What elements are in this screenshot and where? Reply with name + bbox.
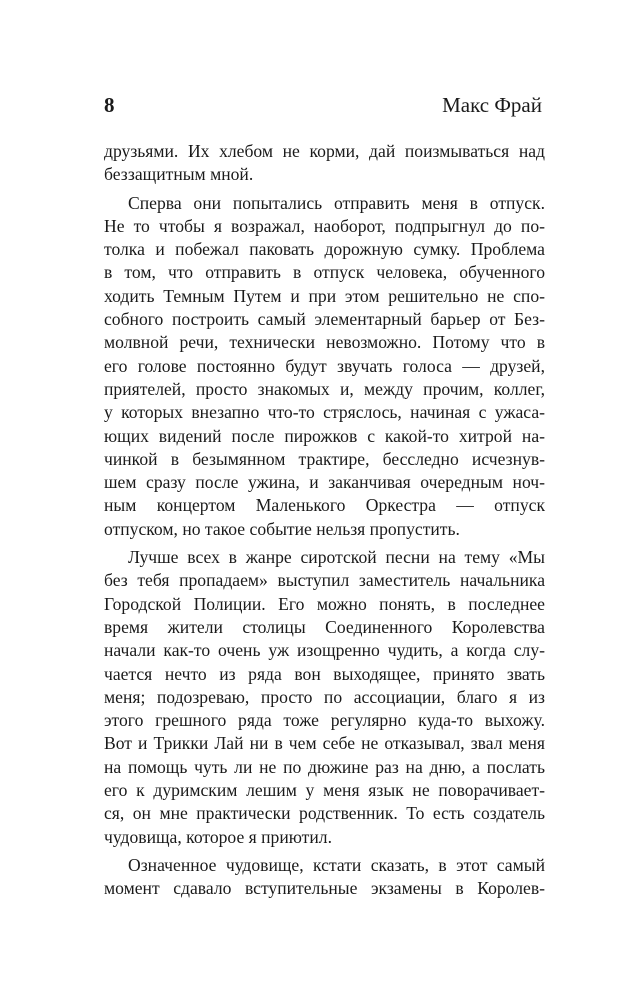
body-text <box>104 140 545 901</box>
text-line: на помощь чуть ли не по дюжине раз на дню, а послать <box>104 756 545 777</box>
text-line: Сперва они попытались отправить меня в отпуск. <box>128 192 545 213</box>
text-line: без тебя пропадаем» выступил заместитель начальника <box>104 570 545 591</box>
paragraph-2 <box>104 192 545 541</box>
text-line: шем сразу после ужина, и заканчивая очередным ноч- <box>104 472 545 493</box>
text-line: друзьями. Их хлебом не корми, дай поизмываться над <box>104 141 545 161</box>
text-line: ным концертом Маленького Оркестра — отпуск <box>104 495 545 516</box>
text-line: у которых внезапно что-то стряслось, начиная с ужаса- <box>104 402 545 423</box>
text-line: чудовища, которое я приютил. <box>104 826 332 847</box>
text-line: приятелей, просто знакомых и, между прочим, коллег, <box>104 378 545 399</box>
text-line: собного построить самый элементарный барьер от Без- <box>104 309 545 330</box>
text-line: Лучше всех в жанре сиротской песни на тему «Мы <box>128 547 545 568</box>
paragraph-4 <box>104 854 545 901</box>
text-line: его голове постоянно будут звучать голоса — друзей, <box>104 355 545 376</box>
running-head-author: Макс Фрай <box>442 93 542 117</box>
text-line: толка и побежал паковать дорожную сумку. Проблема <box>104 239 545 260</box>
text-line: отпуском, но такое событие нельзя пропустить. <box>104 518 460 539</box>
text-line: Означенное чудовище, кстати сказать, в этот самый <box>128 854 545 875</box>
text-line: начали как-то очень уж изощренно чудить, а когда слу- <box>104 640 545 661</box>
page-number: 8 <box>104 93 115 117</box>
text-line: его к дуримским лешим у меня язык не поворачивает- <box>104 780 545 801</box>
text-line: Городской Полиции. Его можно понять, в последнее <box>104 593 545 614</box>
text-line: в том, что отправить в отпуск человека, обученного <box>104 262 545 283</box>
text-line: Вот и Трикки Лай ни в чем себе не отказывал, звал меня <box>104 733 545 754</box>
text-line: ходить Темным Путем и при этом решительно не спо- <box>104 285 545 306</box>
text-line: Не то чтобы я возражал, наоборот, подпрыгнул до по- <box>104 215 545 236</box>
text-line: молвной речи, технически невозможно. Потому что в <box>104 332 545 353</box>
text-line: меня; подозреваю, просто по ассоциации, благо я из <box>104 686 545 707</box>
paragraph-3 <box>104 546 545 849</box>
text-line: чается нечто из ряда вон выходящее, принято звать <box>104 663 545 684</box>
text-line: момент сдавало вступительные экзамены в Королев- <box>104 878 545 899</box>
text-line: время жители столицы Соединенного Королевства <box>104 616 545 637</box>
text-line: этого грешного ряда тоже регулярно куда-то выхожу. <box>104 710 545 731</box>
paragraph-1 <box>104 140 545 187</box>
text-line: чинкой в безымянном трактире, бесследно исчезнув- <box>104 448 545 469</box>
text-line: беззащитным мной. <box>104 164 254 185</box>
text-line: ющих видений после пирожков с какой-то хитрой на- <box>104 425 545 446</box>
text-line: ся, он мне практически родственник. То есть создатель <box>104 803 545 824</box>
